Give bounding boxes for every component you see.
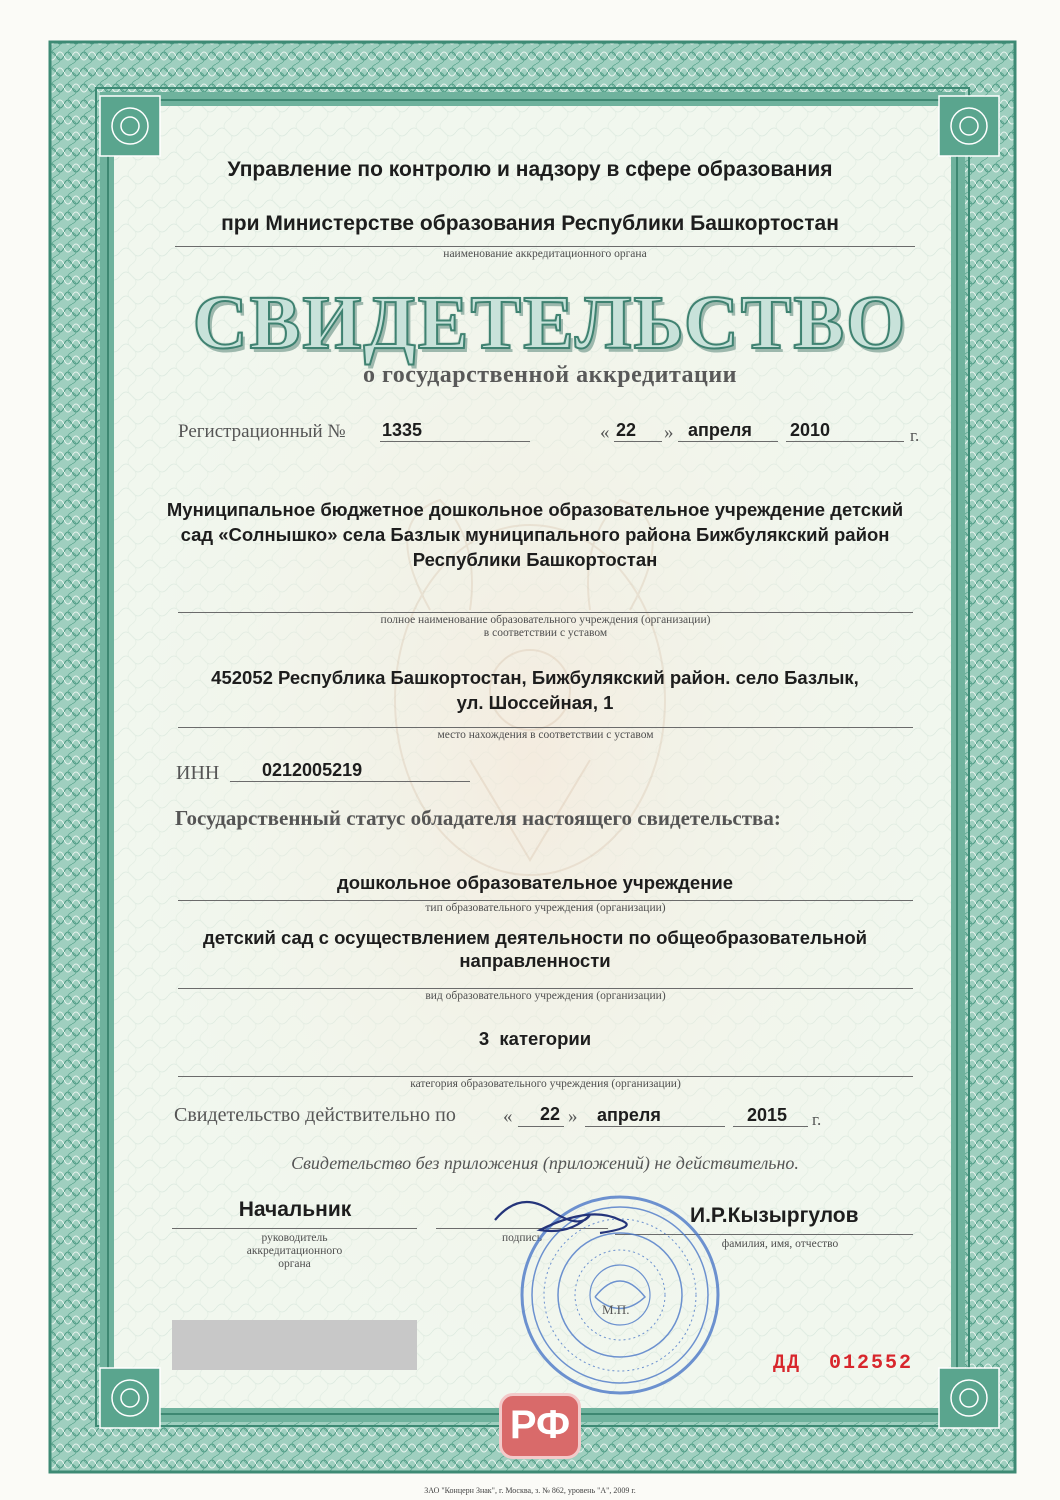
- validity-quote-close: »: [568, 1106, 578, 1127]
- registration-quote-close: »: [664, 422, 674, 443]
- validity-quote-open: «: [503, 1106, 513, 1127]
- validity-label: Свидетельство действительно по: [174, 1104, 456, 1126]
- authority-line-2: при Министерстве образования Республики Башкортостан: [221, 212, 839, 235]
- rf-emblem: РФ: [499, 1393, 581, 1459]
- address-line-1: 452052 Республика Башкортостан, Бижбулякский район. село Базлык,: [211, 667, 859, 688]
- inn-underline: [230, 781, 470, 782]
- institution-type-caption: тип образовательного учреждения (организации): [425, 902, 666, 914]
- position-caption-1: руководитель: [261, 1232, 328, 1244]
- institution-name-line-3: Республики Башкортостан: [412, 549, 658, 570]
- status-heading: Государственный статус обладателя настоящего свидетельства:: [175, 806, 781, 830]
- inn-value: 0212005219: [262, 760, 363, 780]
- institution-kind-line-1: детский сад с осуществлением деятельности по общеобразовательной: [202, 927, 868, 948]
- registration-year-suffix: г.: [910, 426, 920, 445]
- validity-year: 2015: [747, 1105, 788, 1125]
- registration-label: Регистрационный №: [178, 421, 346, 442]
- validity-note: Свидетельство без приложения (приложений) не действительно.: [291, 1153, 799, 1173]
- position-caption-3: органа: [278, 1258, 311, 1270]
- redacted-block: [172, 1320, 417, 1370]
- institution-name-caption-2: в соответствии с уставом: [483, 627, 608, 639]
- authority-caption: наименование аккредитационного органа: [443, 248, 647, 260]
- validity-day-line: [518, 1126, 564, 1127]
- registration-month: апреля: [688, 420, 752, 440]
- registration-month-line: [678, 441, 778, 442]
- signatory-position: Начальник: [238, 1198, 352, 1221]
- institution-type: дошкольное образовательное учреждение: [336, 872, 734, 893]
- certificate-subtitle: о государственной аккредитации: [362, 362, 738, 388]
- registration-day-line: [614, 441, 662, 442]
- validity-month: апреля: [597, 1105, 661, 1125]
- official-seal: [480, 1185, 750, 1400]
- validity-year-line: [733, 1126, 808, 1127]
- institution-kind-underline: [178, 988, 913, 989]
- institution-kind-caption: вид образовательного учреждения (организации): [425, 990, 666, 1002]
- institution-kind-line-2: направленности: [459, 950, 611, 971]
- institution-name-underline: [178, 612, 913, 613]
- institution-name-line-1: Муниципальное бюджетное дошкольное образовательное учреждение детский: [166, 499, 904, 520]
- registration-year-line: [786, 441, 904, 442]
- printer-footer: ЗАО "Концерн Знак", г. Москва, з. № 862, уровень "А", 2009 г.: [424, 1486, 636, 1495]
- institution-category: 3 категории: [478, 1028, 592, 1049]
- position-underline: [172, 1228, 417, 1229]
- inn-label: ИНН: [176, 762, 220, 784]
- institution-name-line-2: сад «Солнышко» села Базлык муниципального района Бижбулякский район: [180, 524, 890, 545]
- signatory-name-caption: фамилия, имя, отчество: [721, 1238, 839, 1250]
- authority-underline: [175, 246, 915, 247]
- registration-number: 1335: [382, 420, 423, 440]
- address-caption: место нахождения в соответствии с уставом: [437, 729, 654, 741]
- serial-number: ДД 012552: [773, 1352, 914, 1375]
- institution-type-underline: [178, 900, 913, 901]
- authority-line-1: Управление по контролю и надзору в сфере образования: [227, 158, 833, 181]
- registration-number-line: [380, 441, 530, 442]
- institution-name-caption-1: полное наименование образовательного учреждения (организации): [380, 614, 711, 626]
- registration-day: 22: [616, 420, 637, 440]
- certificate-title: СВИДЕТЕЛЬСТВО: [192, 281, 908, 365]
- registration-quote-open: «: [600, 422, 610, 443]
- institution-category-caption: категория образовательного учреждения (организации): [410, 1078, 681, 1090]
- signatory-name: И.Р.Кызыргулов: [690, 1204, 859, 1227]
- signature-caption: подпись: [501, 1232, 543, 1244]
- institution-category-underline: [178, 1076, 913, 1077]
- position-caption-2: аккредитационного: [246, 1245, 343, 1257]
- address-underline: [178, 727, 913, 728]
- validity-day: 22: [540, 1104, 561, 1124]
- address-line-2: ул. Шоссейная, 1: [456, 692, 614, 713]
- validity-year-suffix: г.: [812, 1110, 822, 1129]
- signature-scribble: [495, 1202, 627, 1233]
- stamp-mark: М.П.: [602, 1302, 630, 1317]
- validity-month-line: [585, 1126, 725, 1127]
- registration-year: 2010: [790, 420, 831, 440]
